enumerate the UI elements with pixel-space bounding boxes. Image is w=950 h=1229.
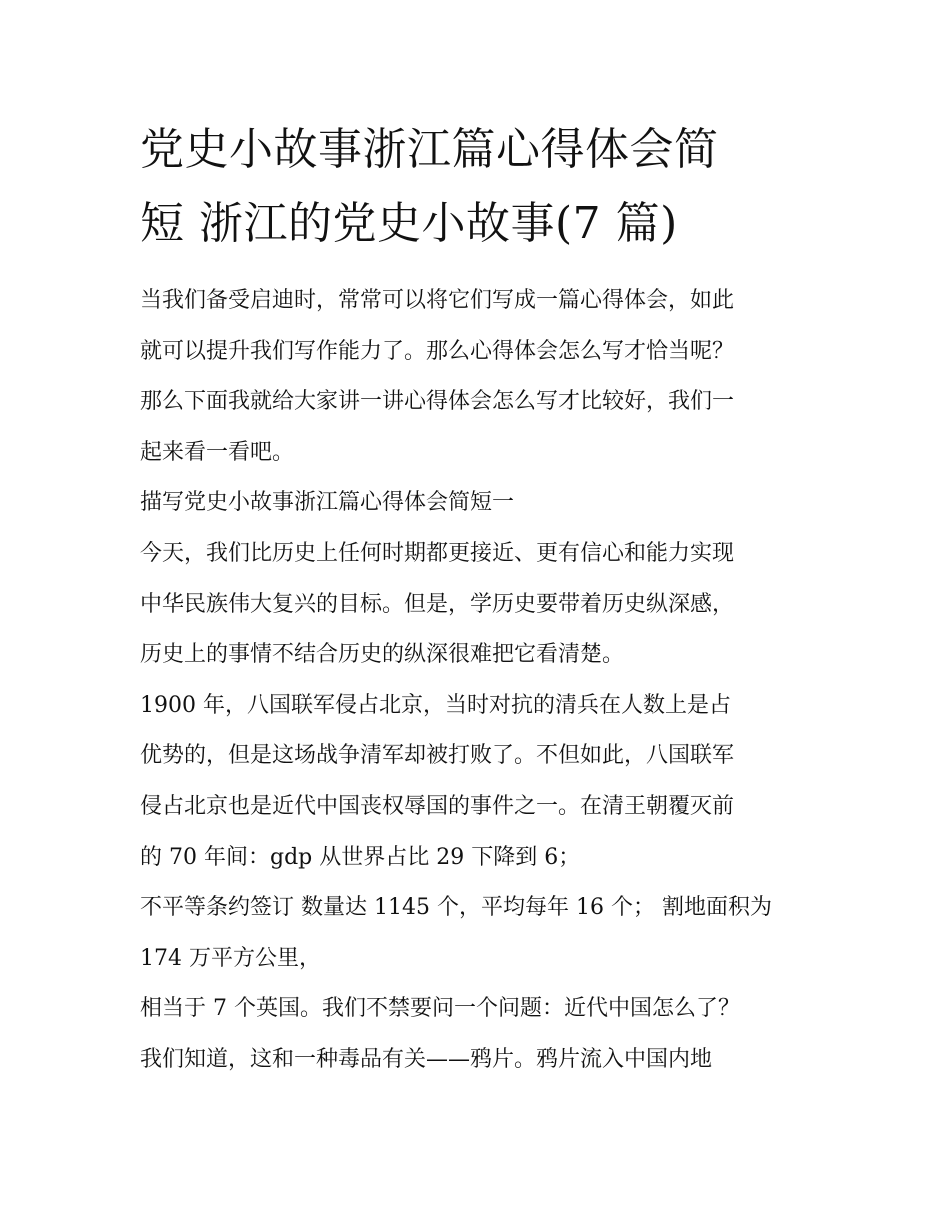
body-line: 1900 年，八国联军侵占北京，当时对抗的清兵在人数上是占 — [140, 692, 731, 718]
body-line: 今天，我们比历史上任何时期都更接近、更有信心和能力实现 — [140, 540, 735, 566]
title-line-2: 短 浙江的党史小故事(7 篇) — [140, 198, 678, 249]
body-line: 不平等条约签订 数量达 1145 个，平均每年 16 个； 割地面积为 — [140, 895, 772, 921]
body-line: 起来看一看吧。 — [140, 439, 295, 465]
document-body — [140, 276, 840, 1086]
body-line: 就可以提升我们写作能力了。那么心得体会怎么写才恰当呢？ — [140, 338, 735, 364]
body-line: 的 70 年间：gdp 从世界占比 29 下降到 6； — [140, 844, 581, 870]
body-line: 优势的，但是这场战争清军却被打败了。不但如此，八国联军 — [140, 743, 735, 769]
section-heading: 描写党史小故事浙江篇心得体会简短一 — [140, 490, 515, 516]
body-line: 那么下面我就给大家讲一讲心得体会怎么写才比较好，我们一 — [140, 389, 735, 415]
body-line: 相当于 7 个英国。我们不禁要问一个问题：近代中国怎么了？ — [140, 996, 740, 1022]
body-line: 中华民族伟大复兴的目标。但是，学历史要带着历史纵深感， — [140, 591, 735, 617]
document-title — [140, 113, 830, 261]
body-line: 当我们备受启迪时，常常可以将它们写成一篇心得体会，如此 — [140, 288, 735, 313]
body-line: 174 万平方公里， — [140, 945, 321, 971]
title-line-1: 党史小故事浙江篇心得体会简 — [140, 124, 719, 175]
body-line: 我们知道，这和一种毒品有关——鸦片。鸦片流入中国内地 — [140, 1046, 713, 1072]
body-line: 历史上的事情不结合历史的纵深很难把它看清楚。 — [140, 642, 625, 668]
body-line: 侵占北京也是近代中国丧权辱国的事件之一。在清王朝覆灭前 — [140, 793, 735, 819]
